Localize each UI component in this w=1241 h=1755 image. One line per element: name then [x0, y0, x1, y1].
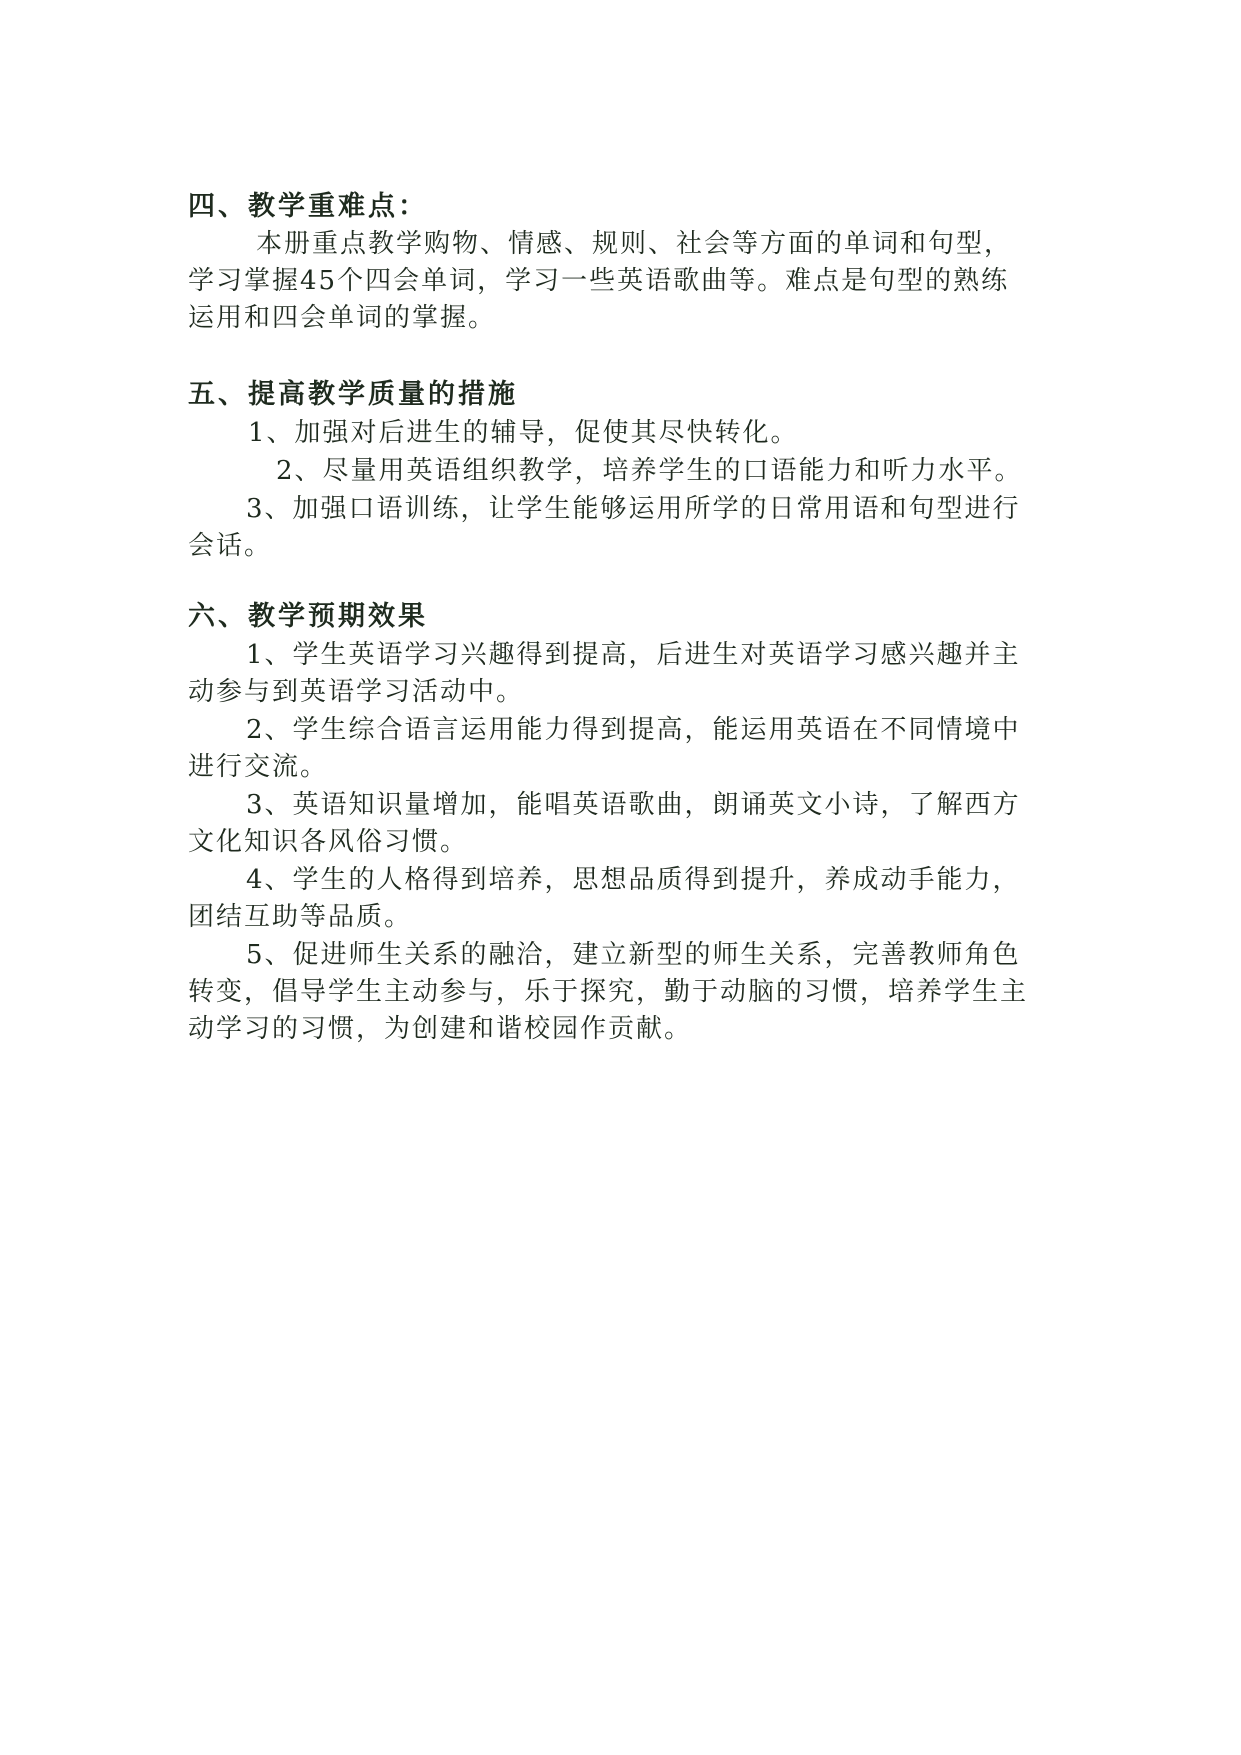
- section-key-difficulties: [188, 188, 1012, 337]
- paragraph-line: 本册重点教学购物、情感、规则、社会等方面的单词和句型，: [256, 229, 1013, 259]
- list-item: [188, 712, 1028, 786]
- section-paragraph: [188, 226, 1012, 337]
- paragraph-line: 2、尽量用英语组织教学，培养学生的口语能力和听力水平。: [276, 456, 1023, 486]
- section-quality-measures: [188, 376, 1023, 565]
- section-heading: 四、教学重难点：: [188, 191, 428, 222]
- paragraph-line: 进行交流。: [188, 752, 329, 782]
- list-item: [188, 637, 1028, 711]
- list-item: [188, 937, 1028, 1048]
- paragraph-line: 3、加强口语训练，让学生能够运用所学的日常用语和句型进行: [246, 494, 1021, 524]
- list-item: [188, 491, 1023, 565]
- paragraph-line: 4、学生的人格得到培养，思想品质得到提升，养成动手能力，: [246, 865, 1021, 895]
- paragraph-line: 团结互助等品质。: [188, 902, 413, 932]
- paragraph-line: 运用和四会单词的掌握。: [188, 303, 497, 333]
- list-item: [188, 453, 1023, 490]
- section-heading: 六、教学预期效果: [188, 601, 428, 632]
- list-item: [188, 415, 1023, 452]
- paragraph-line: 动参与到英语学习活动中。: [188, 677, 525, 707]
- paragraph-line: 1、学生英语学习兴趣得到提高，后进生对英语学习感兴趣并主: [246, 640, 1021, 670]
- paragraph-line: 转变，倡导学生主动参与，乐于探究，勤于动脑的习惯，培养学生主: [188, 977, 1029, 1007]
- paragraph-line: 会话。: [188, 531, 273, 561]
- paragraph-line: 5、促进师生关系的融洽，建立新型的师生关系，完善教师角色: [246, 940, 1021, 970]
- paragraph-line: 3、英语知识量增加，能唱英语歌曲，朗诵英文小诗，了解西方: [246, 790, 1021, 820]
- list-item: [188, 787, 1028, 861]
- paragraph-line: 2、学生综合语言运用能力得到提高，能运用英语在不同情境中: [246, 715, 1021, 745]
- paragraph-line: 动学习的习惯，为创建和谐校园作贡献。: [188, 1014, 693, 1044]
- section-heading: 五、提高教学质量的措施: [188, 379, 518, 410]
- list-item: [188, 862, 1028, 936]
- paragraph-line: 学习掌握45个四会单词，学习一些英语歌曲等。难点是句型的熟练: [188, 266, 1010, 296]
- section-expected-results: [188, 598, 1028, 1048]
- paragraph-line: 1、加强对后进生的辅导，促使其尽快转化。: [248, 418, 799, 448]
- paragraph-line: 文化知识各风俗习惯。: [188, 827, 469, 857]
